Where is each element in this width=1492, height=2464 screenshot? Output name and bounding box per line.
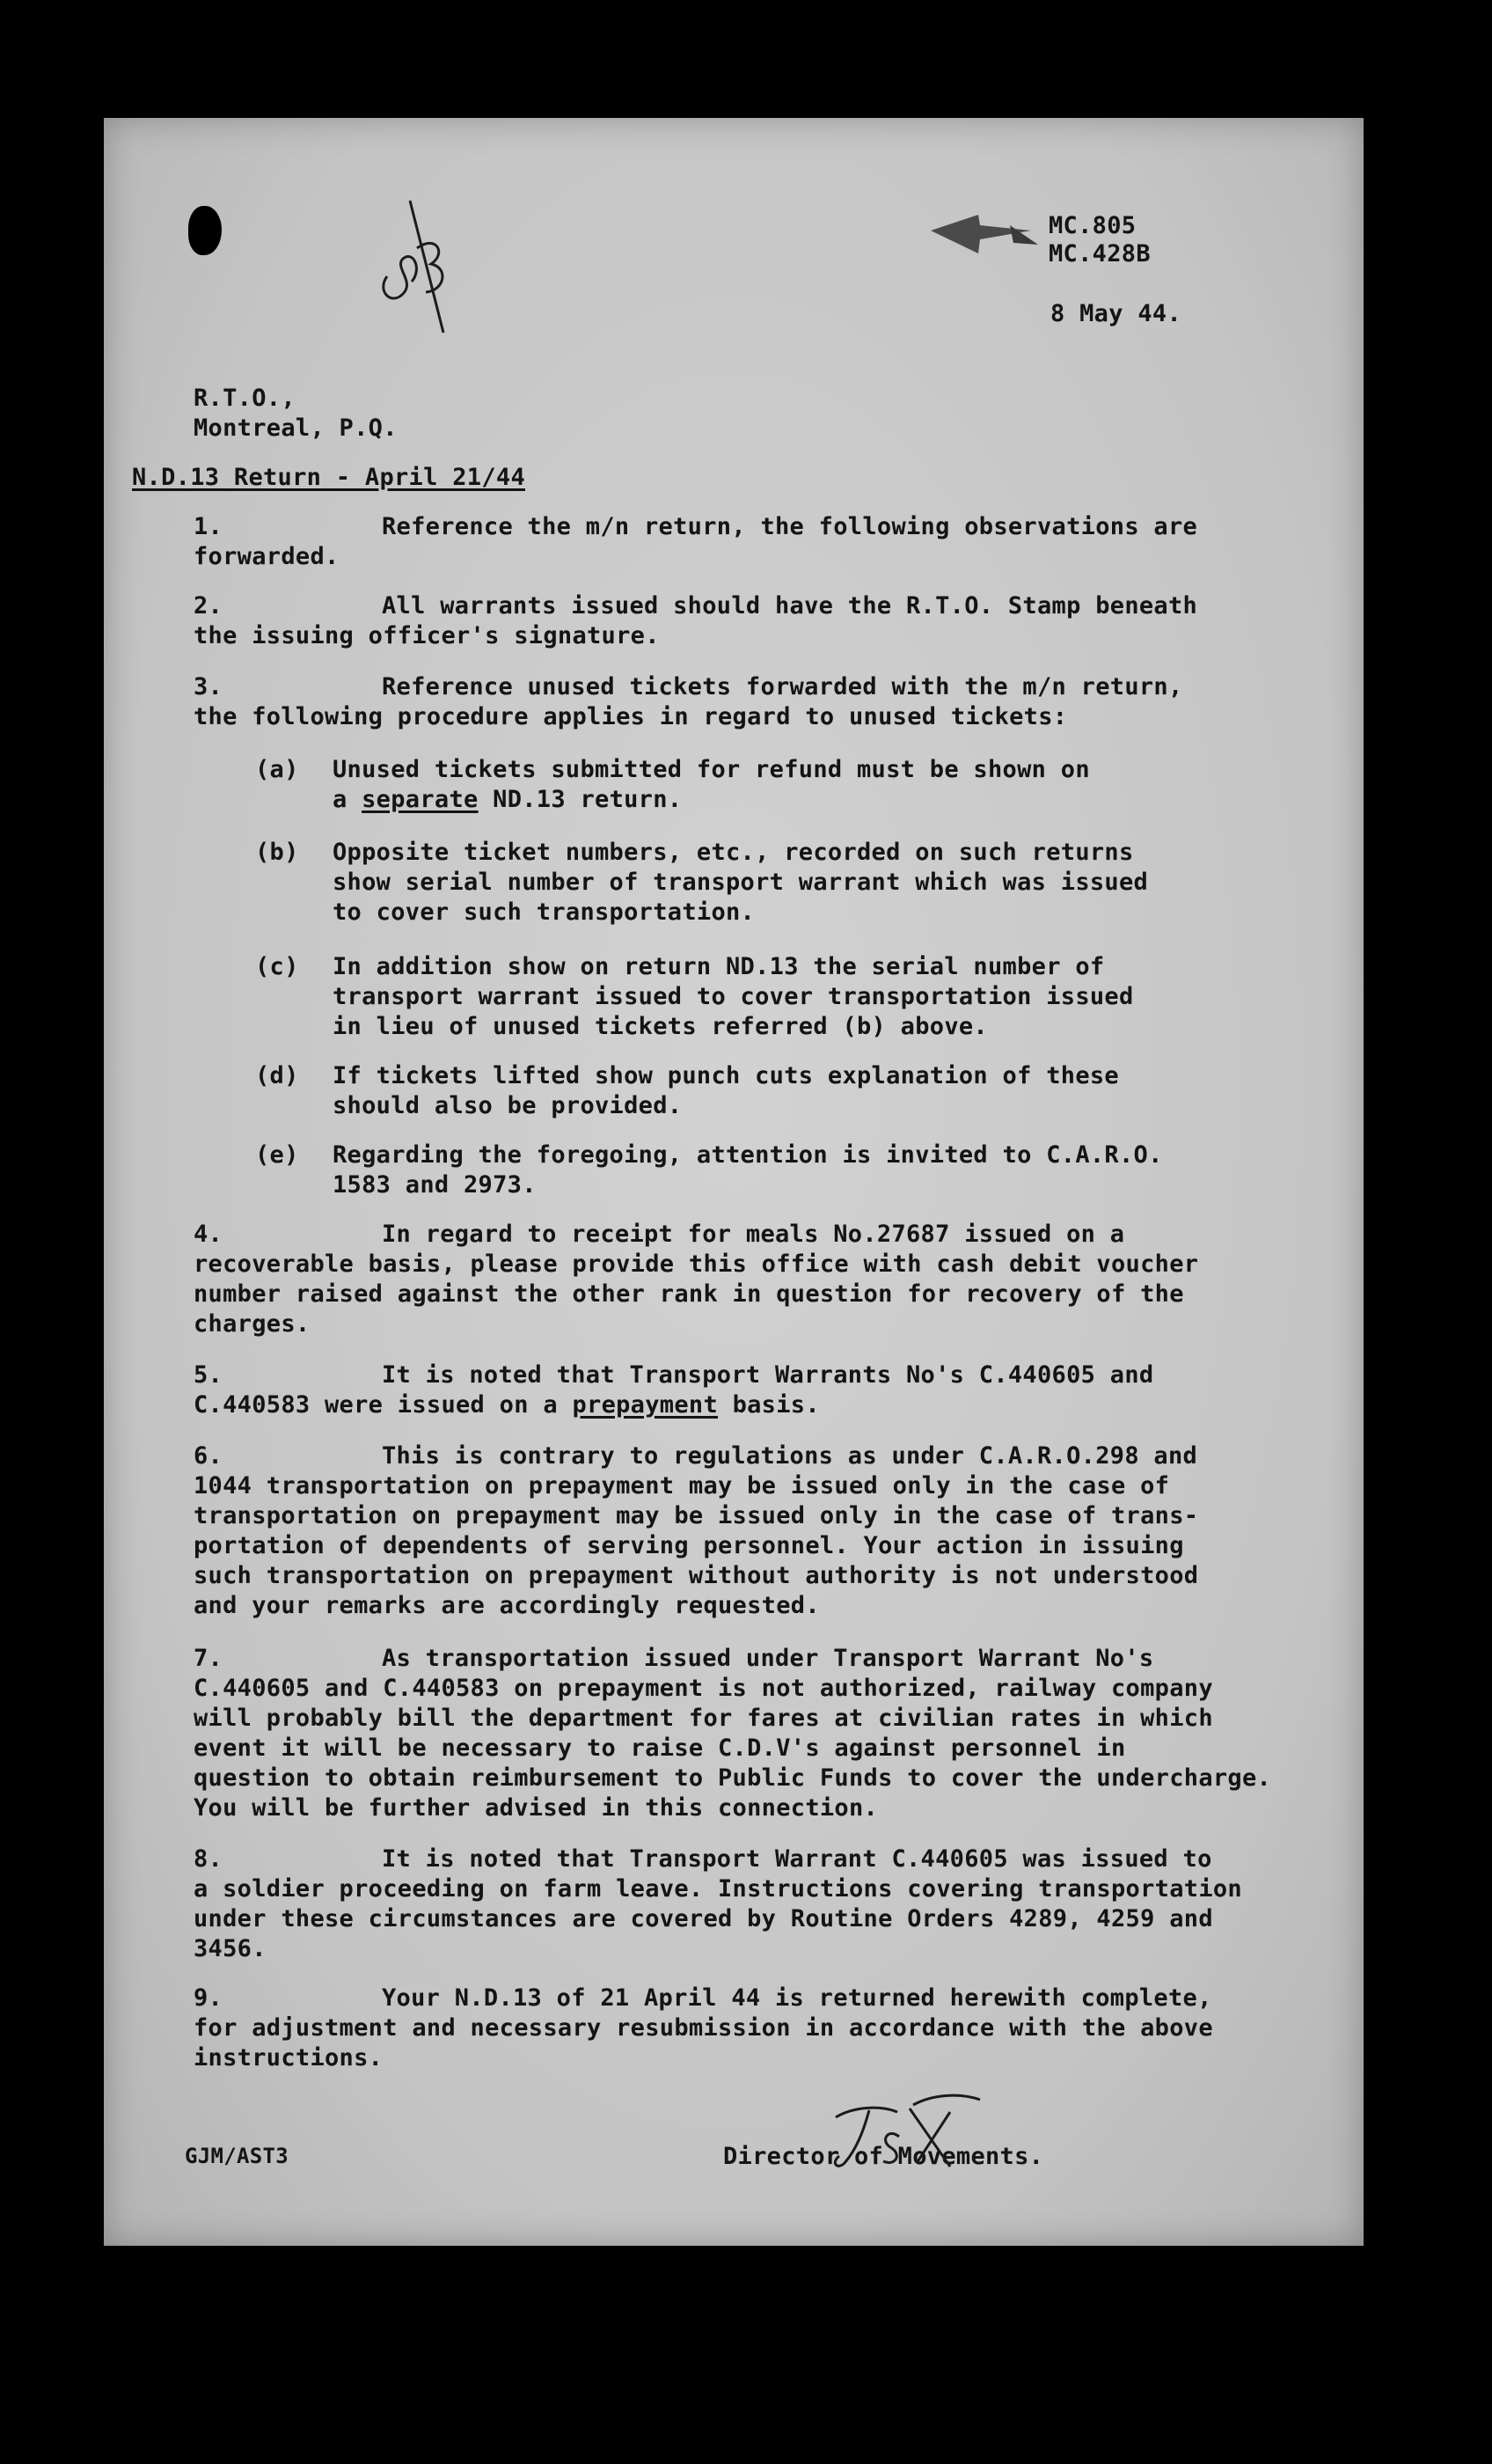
punch-hole [188,206,222,255]
subject-line: N.D.13 Return - April 21/44 [132,464,525,491]
subparagraph-b-line-3: to cover such transportation. [333,898,756,926]
file-reference-2: MC.428B [1049,240,1151,268]
subparagraph-d-line-2: should also be provided. [333,1092,683,1119]
paragraph-7-line-4: event it will be necessary to raise C.D.V's against personnel in [194,1734,1126,1762]
paragraph-5-line-2-start: C.440583 were issued on a [194,1391,573,1419]
paragraph-4-line-1: In regard to receipt for meals No.27687 issued on a [382,1221,1125,1248]
paragraph-9-line-3: instructions. [194,2044,384,2072]
subparagraph-b-line-1: Opposite ticket numbers, etc., recorded on such returns [333,839,1134,866]
paragraph-8-line-4: 3456. [194,1935,267,1962]
paragraph-9-line-2: for adjustment and necessary resubmission in accordance with the above [194,2014,1213,2042]
paragraph-9-number: 9. [194,1984,223,2012]
handwritten-signature [818,2082,994,2179]
paragraph-7-line-1: As transportation issued under Transport Warrant No's [382,1645,1154,1672]
subparagraph-c-label: (c) [255,953,299,980]
emphasis-prepayment: prepayment [572,1391,719,1419]
paragraph-5-line-2-end: basis. [718,1391,820,1419]
footer-reference: GJM/AST3 [185,2144,289,2168]
paragraph-7-line-5: question to obtain reimbursement to Public Funds to cover the undercharge. [194,1764,1272,1792]
paragraph-4-line-3: number raised against the other rank in question for recovery of the [194,1280,1184,1308]
subparagraph-d-label: (d) [255,1062,299,1089]
paragraph-1-line-1: Reference the m/n return, the following observations are [382,513,1198,540]
paragraph-8-number: 8. [194,1845,223,1873]
paragraph-7-line-6: You will be further advised in this connection. [194,1794,879,1822]
paragraph-6-line-1: This is contrary to regulations as under C.A.R.O.298 and [382,1442,1198,1470]
subparagraph-c-line-1: In addition show on return ND.13 the serial number of [333,953,1105,980]
paragraph-6-line-2: 1044 transportation on prepayment may be issued only in the case of [194,1472,1170,1500]
subparagraph-a-line-1: Unused tickets submitted for refund must be shown on [333,756,1090,783]
paragraph-5-line-1: It is noted that Transport Warrants No's C.440605 and [382,1361,1154,1389]
subparagraph-a-line-2-end: ND.13 return. [478,786,683,813]
signature-title: Director of Movements. [723,2143,1044,2170]
subparagraph-e-line-1: Regarding the foregoing, attention is invited to C.A.R.O. [333,1141,1163,1169]
paragraph-2-line-1: All warrants issued should have the R.T.O. Stamp beneath [382,592,1198,620]
paragraph-8-line-1: It is noted that Transport Warrant C.440605 was issued to [382,1845,1212,1873]
paragraph-2-number: 2. [194,592,223,620]
subparagraph-a-line-2-start: a [333,786,362,813]
paragraph-2-line-2: the issuing officer's signature. [194,622,660,649]
paragraph-9-line-1: Your N.D.13 of 21 April 44 is returned herewith complete, [382,1984,1212,2012]
arrow-stamp [925,204,1040,266]
file-reference-1: MC.805 [1049,212,1137,239]
paragraph-4-line-4: charges. [194,1310,311,1338]
paragraph-7-line-2: C.440605 and C.440583 on prepayment is not authorized, railway company [194,1675,1213,1702]
subparagraph-d-line-1: If tickets lifted show punch cuts explanation of these [333,1062,1119,1089]
paragraph-1-number: 1. [194,513,223,540]
paragraph-8-line-3: under these circumstances are covered by Routine Orders 4289, 4259 and [194,1905,1213,1932]
subparagraph-b-line-2: show serial number of transport warrant which was issued [333,869,1149,896]
handwritten-initials [368,195,464,345]
paragraph-6-line-5: such transportation on prepayment without authority is not understood [194,1562,1199,1589]
paragraph-7-number: 7. [194,1645,223,1672]
paragraph-6-line-6: and your remarks are accordingly requested. [194,1592,820,1619]
document-page [104,118,1364,2246]
subparagraph-b-label: (b) [255,839,299,866]
subparagraph-a-label: (a) [255,756,299,783]
paragraph-6-line-4: portation of dependents of serving personnel. Your action in issuing [194,1532,1184,1559]
paragraph-1-line-2: forwarded. [194,543,340,570]
subparagraph-c-line-2: transport warrant issued to cover transportation issued [333,983,1134,1010]
paragraph-5-line-2 [194,1390,820,1419]
emphasis-separate: separate [362,786,479,813]
paragraph-5-number: 5. [194,1361,223,1389]
addressee-line-2: Montreal, P.Q. [194,414,398,442]
paragraph-3-line-2: the following procedure applies in regard to unused tickets: [194,703,1068,730]
subparagraph-c-line-3: in lieu of unused tickets referred (b) above. [333,1013,988,1040]
paragraph-3-number: 3. [194,673,223,700]
paragraph-4-number: 4. [194,1221,223,1248]
paragraph-7-line-3: will probably bill the department for fares at civilian rates in which [194,1705,1213,1732]
paragraph-3-line-1: Reference unused tickets forwarded with the m/n return, [382,673,1183,700]
paragraph-6-line-3: transportation on prepayment may be issued only in the case of trans- [194,1502,1199,1529]
subparagraph-e-line-2: 1583 and 2973. [333,1171,537,1199]
subparagraph-a-line-2 [333,785,682,814]
subparagraph-e-label: (e) [255,1141,299,1169]
addressee-line-1: R.T.O., [194,385,296,412]
paragraph-6-number: 6. [194,1442,223,1470]
paragraph-4-line-2: recoverable basis, please provide this office with cash debit voucher [194,1250,1199,1278]
paragraph-8-line-2: a soldier proceeding on farm leave. Instructions covering transportation [194,1875,1242,1903]
document-date: 8 May 44. [1050,300,1181,327]
